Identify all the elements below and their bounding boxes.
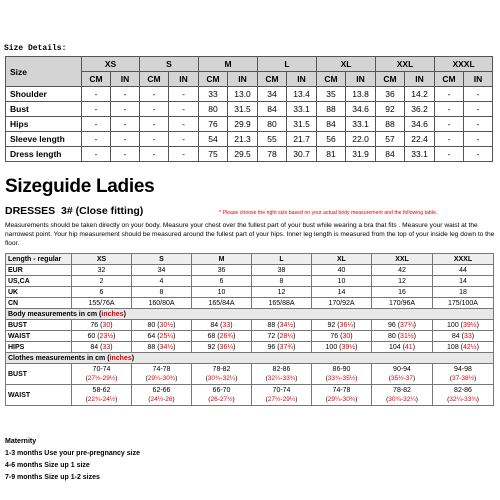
- inch-value: 33: [222, 321, 231, 329]
- measurement-value: -: [169, 132, 199, 147]
- inch-value: 23½: [99, 332, 114, 340]
- measurement-value: -: [111, 102, 140, 117]
- cm-value: 100: [325, 343, 338, 351]
- country-label: CN: [6, 298, 72, 309]
- unit-col-header: IN: [405, 72, 435, 87]
- inch-value: 34½: [159, 343, 174, 351]
- measurement-value: 14.2: [405, 87, 435, 102]
- inch-value: 33: [463, 332, 472, 340]
- measurement-value: 57: [376, 132, 405, 147]
- body-measurement-row: [6, 320, 494, 331]
- maternity-title: Maternity: [5, 438, 37, 445]
- inch-value: 37¾: [400, 321, 414, 329]
- body-measurement-cell: 84 (33): [72, 342, 132, 353]
- cm-value: 88: [267, 321, 276, 329]
- measurement-value: -: [435, 132, 464, 147]
- measurement-value: 81: [317, 147, 346, 162]
- measurement-label: Bust: [6, 102, 82, 117]
- measurement-value: 21.3: [228, 132, 258, 147]
- inch-range: 30¾-32¼: [388, 396, 416, 403]
- measurement-value: 54: [199, 132, 228, 147]
- inch-range-wrap: (24½-26): [148, 396, 175, 403]
- cm-range: 78-82: [393, 387, 411, 394]
- cm-value: 64: [147, 332, 156, 340]
- measurement-value: -: [140, 117, 169, 132]
- size-col-header: XS: [72, 254, 132, 265]
- measurement-value: 88: [317, 102, 346, 117]
- inches-label: inches: [109, 354, 132, 362]
- cm-value: 76: [90, 321, 99, 329]
- measurement-value: -: [82, 147, 111, 162]
- clothes-measurement-cell: [252, 364, 312, 385]
- clothes-measurement-cell: [433, 364, 494, 385]
- inch-range: 22¾-24½: [87, 396, 116, 403]
- inch-range: 37-38½: [451, 375, 475, 382]
- size-details-table: [5, 56, 493, 162]
- body-measurement-cell: 104 (41): [372, 342, 433, 353]
- body-measurement-cell: 88 (34½): [132, 342, 192, 353]
- unit-col-header: CM: [435, 72, 464, 87]
- country-size-row: [6, 298, 494, 309]
- size-col-header: M: [192, 254, 252, 265]
- measurement-value: -: [435, 117, 464, 132]
- sizeguide-table: [5, 253, 494, 406]
- body-measurement-cell: 108 (42½): [433, 342, 494, 353]
- cm-value: 84: [451, 332, 460, 340]
- cm-range: 70-74: [272, 387, 291, 394]
- cm-value: 92: [327, 321, 336, 329]
- clothes-measurement-cell: [312, 364, 372, 385]
- inch-value: 31½: [400, 332, 414, 340]
- size-label-row: [6, 254, 494, 265]
- inch-value: 39½: [463, 321, 477, 329]
- measurement-row: [6, 87, 493, 102]
- measurement-value: 80: [258, 117, 287, 132]
- country-size-value: 16: [372, 287, 433, 298]
- inch-value: 28¼: [279, 332, 294, 340]
- unit-col-header: IN: [464, 72, 493, 87]
- body-measurements-band-row: [6, 309, 494, 320]
- inch-value: 30: [342, 332, 351, 340]
- inch-range-wrap: (32¼-33¾): [265, 375, 298, 382]
- measurement-value: -: [140, 132, 169, 147]
- inch-range-wrap: (29¼-30¾): [145, 375, 178, 382]
- measurement-value: 22.0: [346, 132, 376, 147]
- maternity-line: 1-3 months Use your pre-pregnancy size: [5, 450, 140, 457]
- clothes-measurement-label: WAIST: [6, 385, 72, 406]
- body-measurement-cell: 92 (36¼): [312, 320, 372, 331]
- measurement-value: 29.9: [228, 117, 258, 132]
- inch-range-wrap: (29¼-30¾): [325, 396, 358, 403]
- cm-range: 82-86: [454, 387, 472, 394]
- cm-range: 70-74: [92, 366, 111, 373]
- inch-range-wrap: (30¾-32¼): [386, 396, 418, 403]
- clothes-measurement-cell: [312, 385, 372, 406]
- measurement-value: -: [169, 147, 199, 162]
- measurement-value: -: [464, 102, 493, 117]
- maternity-line: 7-9 months Size up 1-2 sizes: [5, 474, 100, 481]
- body-measurement-cell: 84 (33): [433, 331, 494, 342]
- size-col-header: XS: [82, 57, 140, 72]
- country-size-value: 6: [72, 287, 132, 298]
- measurement-value: 22.4: [405, 132, 435, 147]
- body-measurement-cell: 96 (37¾): [252, 342, 312, 353]
- measurement-value: 56: [317, 132, 346, 147]
- clothes-measurements-band-text: Clothes measurements in cm (: [8, 354, 110, 362]
- body-measurement-row: [6, 331, 494, 342]
- country-size-value: 34: [132, 265, 192, 276]
- size-note: * Please choose the right size based on your actual body measurement and the following table.: [219, 210, 438, 216]
- country-size-value: 38: [252, 265, 312, 276]
- body-measurements-band: [6, 309, 494, 320]
- measurement-value: -: [464, 87, 493, 102]
- country-size-value: 10: [312, 276, 372, 287]
- sizeguide-title: Sizeguide Ladies: [5, 176, 155, 197]
- clothes-measurement-cell: [72, 364, 132, 385]
- inch-value: 30½: [159, 321, 174, 329]
- inch-range-wrap: (35½-37): [388, 375, 416, 382]
- size-col-header: XXXL: [433, 254, 494, 265]
- measurement-value: 21.7: [287, 132, 317, 147]
- unit-col-header: CM: [82, 72, 111, 87]
- country-size-value: 165/84A: [192, 298, 252, 309]
- measurement-value: 75: [199, 147, 228, 162]
- country-size-row: [6, 265, 494, 276]
- measurement-value: 34: [258, 87, 287, 102]
- cm-value: 72: [267, 332, 276, 340]
- measurement-value: 31.9: [346, 147, 376, 162]
- country-size-value: 12: [252, 287, 312, 298]
- body-measurement-label: HIPS: [6, 342, 72, 353]
- measurement-value: 92: [376, 102, 405, 117]
- measurement-value: 36.2: [405, 102, 435, 117]
- measurement-row: [6, 117, 493, 132]
- unit-col-header: CM: [199, 72, 228, 87]
- maternity-block: [5, 436, 140, 484]
- country-size-value: 14: [312, 287, 372, 298]
- cm-value: 96: [267, 343, 276, 351]
- size-col-header: XXXL: [435, 57, 493, 72]
- measurement-value: -: [111, 117, 140, 132]
- country-size-value: 40: [312, 265, 372, 276]
- measurement-row: [6, 102, 493, 117]
- clothes-measurements-band: [6, 353, 494, 364]
- measurement-value: 88: [376, 117, 405, 132]
- maternity-line: 4-6 months Size up 1 size: [5, 462, 90, 469]
- measurement-value: -: [435, 102, 464, 117]
- clothes-measurement-row: [6, 364, 494, 385]
- measurement-value: 35: [317, 87, 346, 102]
- inch-range-wrap: (37-38½): [449, 375, 477, 382]
- cm-range: 74-78: [332, 387, 351, 394]
- cm-value: 104: [388, 343, 401, 351]
- measurement-value: 36: [376, 87, 405, 102]
- inch-range: 29¼-30¾: [327, 396, 356, 403]
- body-measurement-cell: 100 (39½): [312, 342, 372, 353]
- cm-value: 84: [210, 321, 219, 329]
- inch-value: 37¾: [279, 343, 294, 351]
- inch-range: 32¼-33¾: [449, 396, 477, 403]
- inch-range: 29¼-30¾: [147, 375, 176, 382]
- body-measurement-cell: 60 (23½): [72, 331, 132, 342]
- clothes-measurement-cell: [372, 364, 433, 385]
- cm-value: 68: [207, 332, 216, 340]
- measurement-value: 34.6: [405, 117, 435, 132]
- country-size-value: 4: [132, 276, 192, 287]
- measurement-value: 84: [376, 147, 405, 162]
- cm-value: 60: [87, 332, 96, 340]
- body-measurement-cell: 64 (25¼): [132, 331, 192, 342]
- inch-range-wrap: (26-27½): [208, 396, 235, 403]
- cm-range: 90-94: [393, 366, 411, 373]
- inches-label: inches: [101, 310, 124, 318]
- body-measurement-cell: 100 (39½): [433, 320, 494, 331]
- measurement-value: 33.1: [287, 102, 317, 117]
- cm-value: 80: [147, 321, 156, 329]
- country-size-value: 6: [192, 276, 252, 287]
- measurement-value: 55: [258, 132, 287, 147]
- country-size-value: 8: [252, 276, 312, 287]
- measurement-value: -: [169, 117, 199, 132]
- cm-range: 86-90: [332, 366, 351, 373]
- cm-range: 66-70: [212, 387, 231, 394]
- clothes-measurement-cell: [192, 385, 252, 406]
- body-measurements-band-text: Body measurements in cm (: [8, 310, 102, 318]
- country-size-value: 10: [192, 287, 252, 298]
- inch-range: 27½-29½: [87, 375, 116, 382]
- size-col-header: L: [258, 57, 317, 72]
- inch-range: 26-27½: [210, 396, 233, 403]
- inch-value: 33: [102, 343, 111, 351]
- clothes-measurements-band-row: [6, 353, 494, 364]
- country-size-value: 42: [372, 265, 433, 276]
- cm-range: 78-82: [212, 366, 231, 373]
- measurement-label: Dress length: [6, 147, 82, 162]
- body-measurement-label: BUST: [6, 320, 72, 331]
- inch-range: 24½-26: [150, 396, 173, 403]
- country-size-value: 12: [372, 276, 433, 287]
- country-size-row: [6, 276, 494, 287]
- unit-col-header: CM: [258, 72, 287, 87]
- inch-value: 36¼: [219, 343, 234, 351]
- country-size-value: 32: [72, 265, 132, 276]
- country-size-value: 14: [433, 276, 494, 287]
- country-size-value: 18: [433, 287, 494, 298]
- measurement-row: [6, 147, 493, 162]
- measurement-value: 84: [258, 102, 287, 117]
- cm-value: 76: [330, 332, 339, 340]
- cm-range: 62-66: [152, 387, 171, 394]
- measurement-value: 31.5: [287, 117, 317, 132]
- dresses-subtitle: DRESSES 3# (Close fitting): [5, 205, 144, 217]
- country-size-value: 175/100A: [433, 298, 494, 309]
- measurement-value: -: [435, 87, 464, 102]
- inch-range: 32¼-33¾: [267, 375, 296, 382]
- clothes-measurements-band-close: ): [131, 354, 135, 362]
- measurement-value: -: [464, 117, 493, 132]
- size-header-row: [6, 57, 493, 72]
- measurement-value: 29.5: [228, 147, 258, 162]
- inch-range-wrap: (33¾-35½): [325, 375, 358, 382]
- unit-col-header: IN: [346, 72, 376, 87]
- cm-value: 80: [387, 332, 396, 340]
- country-size-row: [6, 287, 494, 298]
- country-size-value: 170/92A: [312, 298, 372, 309]
- measurement-row: [6, 132, 493, 147]
- inch-range-wrap: (22¾-24½): [85, 396, 118, 403]
- measurement-value: -: [140, 87, 169, 102]
- measurement-value: 34.6: [346, 102, 376, 117]
- body-measurement-cell: 76 (30): [312, 331, 372, 342]
- measurement-label: Hips: [6, 117, 82, 132]
- size-col-header: XXL: [372, 254, 433, 265]
- measurement-value: -: [169, 102, 199, 117]
- inch-value: 26¾: [219, 332, 234, 340]
- inch-range-wrap: (32¼-33¾): [447, 396, 479, 403]
- size-details-title: Size Details:: [4, 44, 67, 53]
- measurement-value: 33.1: [346, 117, 376, 132]
- clothes-measurement-row: [6, 385, 494, 406]
- measurement-instructions: Measurements should be taken directly on your body. Measure your chest over the fullest part of your bust while wearing a bra that fits . Measure your waist at the narrowest point. Your hip measurement should be measured around the fullest part of your hips. Inner leg length is measured from the top of your inside leg down to the floor.: [5, 222, 495, 247]
- inch-value: 42½: [463, 343, 477, 351]
- country-size-value: 160/80A: [132, 298, 192, 309]
- measurement-value: 13.4: [287, 87, 317, 102]
- unit-col-header: IN: [169, 72, 199, 87]
- cm-range: 74-78: [152, 366, 171, 373]
- body-measurement-cell: 80 (30½): [132, 320, 192, 331]
- clothes-measurement-cell: [433, 385, 494, 406]
- measurement-value: 31.5: [228, 102, 258, 117]
- unit-col-header: IN: [228, 72, 258, 87]
- inch-value: 39½: [341, 343, 356, 351]
- clothes-measurement-cell: [132, 385, 192, 406]
- measurement-value: 80: [199, 102, 228, 117]
- measurement-label: Sleeve length: [6, 132, 82, 147]
- measurement-value: -: [169, 87, 199, 102]
- cm-value: 96: [387, 321, 396, 329]
- country-size-value: 36: [192, 265, 252, 276]
- size-col-header: L: [252, 254, 312, 265]
- inch-range: 33¾-35½: [327, 375, 356, 382]
- country-size-value: 155/76A: [72, 298, 132, 309]
- country-size-value: 8: [132, 287, 192, 298]
- measurement-value: 33.1: [405, 147, 435, 162]
- measurement-value: 13.8: [346, 87, 376, 102]
- measurement-value: -: [82, 132, 111, 147]
- inch-value: 30: [102, 321, 111, 329]
- measurement-value: 13.0: [228, 87, 258, 102]
- measurement-value: -: [435, 147, 464, 162]
- size-col-header: XL: [312, 254, 372, 265]
- country-size-value: 44: [433, 265, 494, 276]
- clothes-measurement-cell: [132, 364, 192, 385]
- cm-value: 88: [147, 343, 156, 351]
- unit-col-header: IN: [111, 72, 140, 87]
- measurement-value: -: [111, 87, 140, 102]
- inch-value: 25¼: [159, 332, 174, 340]
- inch-range: 27½-29¼: [267, 396, 296, 403]
- unit-col-header: CM: [317, 72, 346, 87]
- cm-value: 84: [90, 343, 99, 351]
- measurement-value: -: [464, 147, 493, 162]
- body-measurement-cell: 68 (26¾): [192, 331, 252, 342]
- measurement-value: 76: [199, 117, 228, 132]
- clothes-measurement-label: BUST: [6, 364, 72, 385]
- size-header-cell: Size: [6, 57, 82, 87]
- size-col-header: XL: [317, 57, 376, 72]
- length-label: Length - regular: [6, 254, 72, 265]
- cm-range: 82-86: [272, 366, 291, 373]
- body-measurement-cell: 72 (28¼): [252, 331, 312, 342]
- measurement-value: -: [140, 147, 169, 162]
- size-col-header: M: [199, 57, 258, 72]
- inch-value: 41: [404, 343, 413, 351]
- body-measurement-row: [6, 342, 494, 353]
- clothes-measurement-cell: [192, 364, 252, 385]
- body-measurement-label: WAIST: [6, 331, 72, 342]
- cm-value: 100: [447, 321, 459, 329]
- cm-range: 94-98: [454, 366, 472, 373]
- country-label: UK: [6, 287, 72, 298]
- inch-range-wrap: (27½-29¼): [265, 396, 298, 403]
- country-size-value: 165/88A: [252, 298, 312, 309]
- measurement-value: 30.7: [287, 147, 317, 162]
- body-measurements-band-close: ): [123, 310, 126, 318]
- inch-value: 36¼: [339, 321, 354, 329]
- country-label: EUR: [6, 265, 72, 276]
- clothes-measurement-cell: [372, 385, 433, 406]
- size-col-header: XXL: [376, 57, 435, 72]
- measurement-value: -: [82, 87, 111, 102]
- country-size-value: 2: [72, 276, 132, 287]
- size-col-header: S: [132, 254, 192, 265]
- country-size-value: 170/96A: [372, 298, 433, 309]
- inch-range-wrap: (30¾-32¼): [205, 375, 238, 382]
- body-measurement-cell: 96 (37¾): [372, 320, 433, 331]
- cm-value: 108: [447, 343, 459, 351]
- inch-value: 34½: [279, 321, 294, 329]
- body-measurement-cell: 84 (33): [192, 320, 252, 331]
- measurement-value: 33: [199, 87, 228, 102]
- clothes-measurement-cell: [72, 385, 132, 406]
- measurement-value: -: [140, 102, 169, 117]
- measurement-value: -: [111, 147, 140, 162]
- measurement-value: -: [464, 132, 493, 147]
- clothes-measurement-cell: [252, 385, 312, 406]
- unit-col-header: IN: [287, 72, 317, 87]
- measurement-value: -: [82, 117, 111, 132]
- body-measurement-cell: 88 (34½): [252, 320, 312, 331]
- inch-range: 30¾-32¼: [207, 375, 236, 382]
- measurement-value: -: [82, 102, 111, 117]
- measurement-value: 84: [317, 117, 346, 132]
- body-measurement-cell: 92 (36¼): [192, 342, 252, 353]
- measurement-value: -: [111, 132, 140, 147]
- body-measurement-cell: 76 (30): [72, 320, 132, 331]
- cm-value: 92: [207, 343, 216, 351]
- inch-range-wrap: (27½-29½): [85, 375, 118, 382]
- measurement-value: 78: [258, 147, 287, 162]
- size-col-header: S: [140, 57, 199, 72]
- measurement-label: Shoulder: [6, 87, 82, 102]
- unit-col-header: CM: [376, 72, 405, 87]
- cm-range: 58-62: [92, 387, 111, 394]
- inch-range: 35½-37: [390, 375, 414, 382]
- unit-col-header: CM: [140, 72, 169, 87]
- body-measurement-cell: 80 (31½): [372, 331, 433, 342]
- country-label: US,CA: [6, 276, 72, 287]
